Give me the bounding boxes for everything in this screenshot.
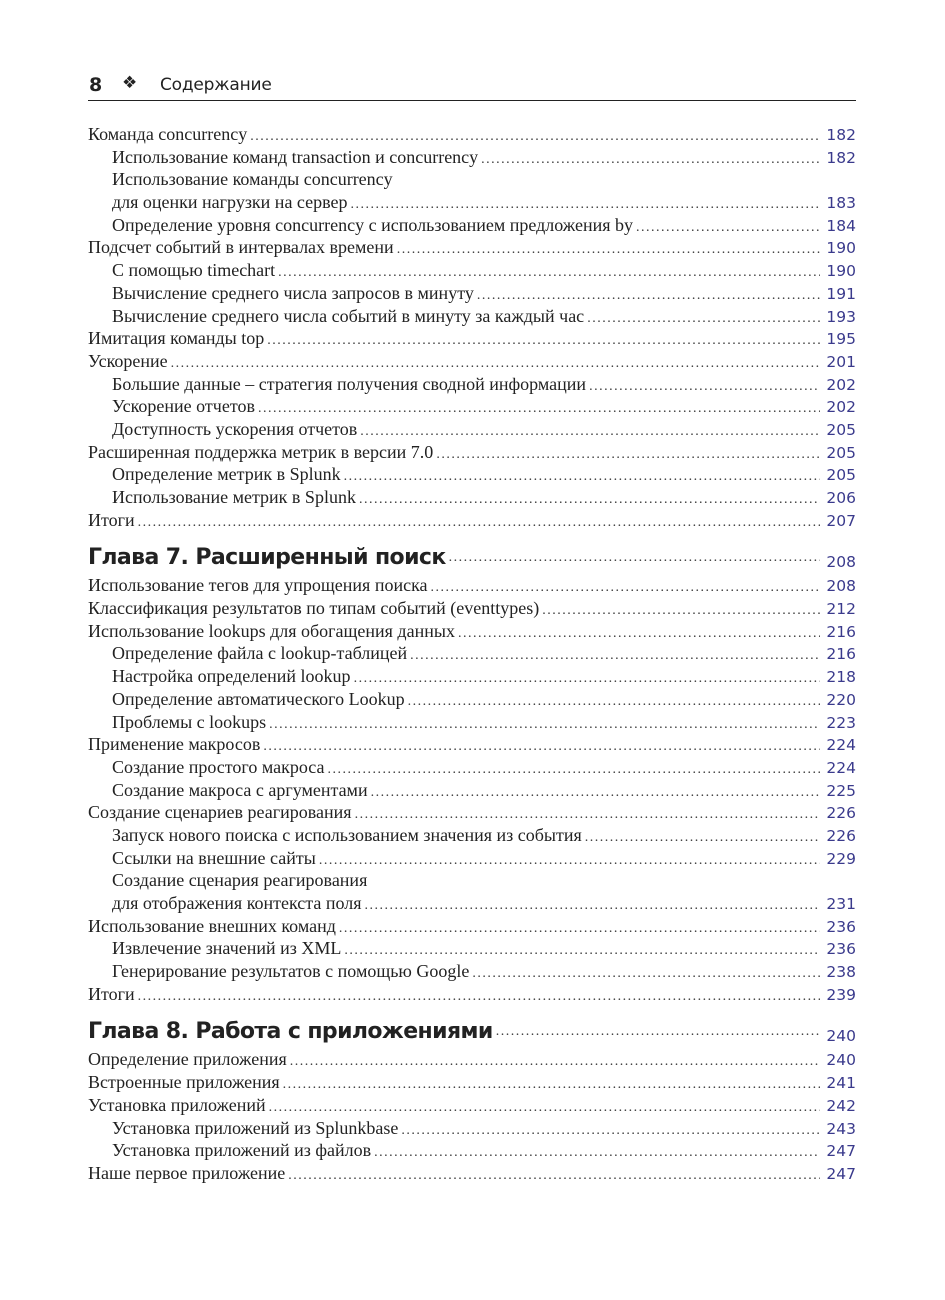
toc-page-number[interactable]: 202 <box>826 375 856 394</box>
toc-entry-title: Определение автоматического Lookup <box>112 688 405 709</box>
toc-page-number[interactable]: 239 <box>826 985 856 1004</box>
toc-page-number[interactable]: 242 <box>826 1096 856 1115</box>
dot-leader <box>496 1017 820 1047</box>
toc-entry-title: для оценки нагрузки на сервер <box>112 192 348 213</box>
toc-entry[interactable] <box>88 915 856 938</box>
toc-page-number[interactable]: 207 <box>826 511 856 530</box>
toc-entry-title: Использование команды concurrency <box>112 169 393 190</box>
toc-entry-title: Установка приложений из файлов <box>112 1140 372 1161</box>
toc-page-number[interactable]: 190 <box>826 262 856 281</box>
toc-entry[interactable] <box>88 983 856 1006</box>
toc-page-number[interactable]: 182 <box>826 126 856 144</box>
toc-entry-title: Использование команд transaction и concurrency <box>112 146 479 167</box>
toc-chapter-entry[interactable] <box>88 1017 856 1047</box>
toc-page-number[interactable]: 226 <box>826 826 856 845</box>
toc-entry[interactable] <box>88 824 856 847</box>
toc-entry[interactable] <box>88 869 856 892</box>
toc-entry[interactable] <box>88 509 856 532</box>
toc-entry-title: Определение метрик в Splunk <box>112 464 341 485</box>
toc-entry[interactable] <box>88 892 856 915</box>
toc-page-number[interactable]: 243 <box>826 1119 856 1138</box>
toc-entry[interactable] <box>88 1048 856 1071</box>
toc-entry-title: Определение приложения <box>88 1049 287 1070</box>
toc-entry[interactable] <box>88 801 856 824</box>
toc-entry[interactable] <box>88 146 856 169</box>
toc-page-number[interactable]: 240 <box>826 1027 856 1046</box>
toc-entry-title: Создание макроса с аргументами <box>112 779 368 800</box>
toc-page-number[interactable]: 241 <box>826 1074 856 1093</box>
toc-entry[interactable] <box>88 282 856 305</box>
toc-entry[interactable] <box>88 168 856 191</box>
toc-entry-title: Расширенная поддержка метрик в версии 7.0 <box>88 441 434 462</box>
toc-entry-title: Итоги <box>88 983 135 1004</box>
toc-page-number[interactable]: 223 <box>826 713 856 732</box>
toc-entry-title: Доступность ускорения отчетов <box>112 418 358 439</box>
toc-page-number[interactable]: 236 <box>826 940 856 959</box>
toc-entry-title: Создание сценариев реагирования <box>88 802 352 823</box>
toc-entry[interactable] <box>88 123 856 146</box>
toc-entry[interactable] <box>88 665 856 688</box>
toc-entry-title: Использование тегов для упрощения поиска <box>88 575 428 596</box>
toc-entry[interactable] <box>88 441 856 464</box>
dot-leader <box>138 512 820 535</box>
toc-entry[interactable] <box>88 259 856 282</box>
toc-entry-title: Имитация команды top <box>88 328 265 349</box>
toc-entry[interactable] <box>88 574 856 597</box>
toc-page-number[interactable]: 184 <box>826 216 856 235</box>
toc-entry[interactable] <box>88 642 856 665</box>
running-header <box>88 72 856 101</box>
toc-page-number[interactable]: 193 <box>826 307 856 326</box>
toc-entry-title: Запуск нового поиска с использованием значения из события <box>112 824 582 845</box>
dot-leader <box>138 986 820 1009</box>
toc-entry[interactable] <box>88 779 856 802</box>
toc-entry-title: Определение файла с lookup-таблицей <box>112 643 408 664</box>
toc-entry[interactable] <box>88 395 856 418</box>
toc-entry-title: Глава 8. Работа с приложениями <box>88 1019 493 1045</box>
table-of-contents <box>88 123 856 1185</box>
toc-page-number[interactable]: 190 <box>826 239 856 258</box>
toc-page-number[interactable]: 218 <box>826 668 856 687</box>
ornament-icon: ❖ <box>122 73 138 93</box>
toc-entry-title: Извлечение значений из XML <box>112 938 342 959</box>
toc-entry[interactable] <box>88 486 856 509</box>
toc-page-number[interactable]: 247 <box>826 1142 856 1161</box>
toc-entry[interactable] <box>88 463 856 486</box>
toc-page-number[interactable]: 183 <box>826 194 856 213</box>
toc-entry-title: С помощью timechart <box>112 260 276 281</box>
dot-leader <box>288 1165 820 1188</box>
toc-entry-title: Применение макросов <box>88 734 261 755</box>
toc-entry-title: Проблемы с lookups <box>112 711 267 732</box>
toc-entry[interactable] <box>88 236 856 259</box>
toc-entry[interactable] <box>88 756 856 779</box>
toc-entry-title: Большие данные – стратегия получения сводной информации <box>112 373 587 394</box>
toc-entry-title: Ускорение <box>88 350 168 371</box>
toc-entry-title: Ссылки на внешние сайты <box>112 847 316 868</box>
toc-page-number[interactable]: 212 <box>826 600 856 619</box>
toc-page-number[interactable]: 236 <box>826 917 856 936</box>
toc-entry-title: Глава 7. Расширенный поиск <box>88 545 446 571</box>
toc-page-number[interactable]: 208 <box>826 553 856 572</box>
toc-entry-title: Использование метрик в Splunk <box>112 487 356 507</box>
toc-page-number[interactable]: 238 <box>826 963 856 982</box>
toc-page-number[interactable]: 224 <box>826 736 856 755</box>
toc-entry-title: Классификация результатов по типам событий (eventtypes) <box>88 598 540 619</box>
toc-entry-title: Генерирование результатов с помощью Google <box>112 961 470 982</box>
toc-entry-title: Создание сценария реагирования <box>112 870 368 891</box>
toc-entry[interactable] <box>88 847 856 870</box>
toc-page-number[interactable]: 224 <box>826 758 856 777</box>
toc-page-number[interactable]: 225 <box>826 781 856 800</box>
toc-entry-title: Вычисление среднего числа запросов в минуту <box>112 282 474 303</box>
toc-page-number[interactable]: 220 <box>826 690 856 709</box>
toc-chapter-entry[interactable] <box>88 543 856 573</box>
section-title: Содержание <box>160 75 272 95</box>
toc-entry[interactable] <box>88 1117 856 1140</box>
toc-page-number[interactable]: 205 <box>826 443 856 462</box>
toc-page-number[interactable]: 229 <box>826 849 856 868</box>
toc-page-number[interactable]: 247 <box>826 1164 856 1183</box>
toc-page-number[interactable]: 202 <box>826 398 856 417</box>
toc-entry-title: Наше первое приложение <box>88 1162 286 1183</box>
toc-entry[interactable] <box>88 350 856 373</box>
toc-page-number[interactable]: 206 <box>826 489 856 507</box>
toc-entry-title: Итоги <box>88 509 135 530</box>
page-number: 8 <box>89 74 103 96</box>
toc-entry[interactable] <box>88 418 856 441</box>
toc-entry[interactable] <box>88 733 856 756</box>
dot-leader <box>449 543 820 573</box>
toc-entry[interactable] <box>88 597 856 620</box>
toc-page-number[interactable]: 216 <box>826 645 856 664</box>
toc-entry-title: Встроенные приложения <box>88 1072 280 1093</box>
toc-entry-title: Команда concurrency <box>88 124 248 144</box>
toc-entry-title: для отображения контекста поля <box>112 893 362 913</box>
toc-entry-title: Вычисление среднего числа событий в минуту за каждый час <box>112 305 585 326</box>
toc-page-number[interactable]: 240 <box>826 1051 856 1070</box>
toc-entry-title: Определение уровня concurrency с использованием предложения by <box>112 214 634 235</box>
toc-page-number[interactable]: 205 <box>826 420 856 439</box>
toc-page-number[interactable]: 195 <box>826 330 856 349</box>
toc-entry[interactable] <box>88 1139 856 1162</box>
toc-entry[interactable] <box>88 711 856 734</box>
toc-entry[interactable] <box>88 688 856 711</box>
toc-entry[interactable] <box>88 1071 856 1094</box>
toc-entry[interactable] <box>88 1094 856 1117</box>
toc-entry[interactable] <box>88 191 856 214</box>
toc-entry-title: Использование внешних команд <box>88 915 336 936</box>
toc-entry[interactable] <box>88 373 856 396</box>
toc-entry[interactable] <box>88 327 856 350</box>
toc-entry-title: Подсчет событий в интервалах времени <box>88 237 394 258</box>
toc-entry[interactable] <box>88 620 856 643</box>
toc-entry-title: Установка приложений из Splunkbase <box>112 1117 399 1138</box>
toc-page-number[interactable]: 231 <box>826 895 856 913</box>
toc-page-number[interactable]: 182 <box>826 148 856 167</box>
toc-entry-title: Настройка определений lookup <box>112 666 351 687</box>
toc-page-number[interactable]: 205 <box>826 466 856 485</box>
toc-page-number[interactable]: 208 <box>826 577 856 596</box>
toc-entry[interactable] <box>88 960 856 983</box>
toc-entry[interactable] <box>88 305 856 328</box>
toc-page-number[interactable]: 226 <box>826 804 856 823</box>
toc-entry-title: Использование lookups для обогащения данных <box>88 620 455 641</box>
toc-entry-title: Установка приложений <box>88 1094 266 1115</box>
toc-entry[interactable] <box>88 937 856 960</box>
toc-page-number[interactable]: 216 <box>826 622 856 641</box>
toc-entry-title: Создание простого макроса <box>112 756 325 777</box>
toc-page-number[interactable]: 201 <box>826 352 856 371</box>
toc-entry-title: Ускорение отчетов <box>112 396 255 417</box>
toc-entry[interactable] <box>88 1162 856 1185</box>
toc-entry[interactable] <box>88 214 856 237</box>
toc-page-number[interactable]: 191 <box>826 284 856 303</box>
